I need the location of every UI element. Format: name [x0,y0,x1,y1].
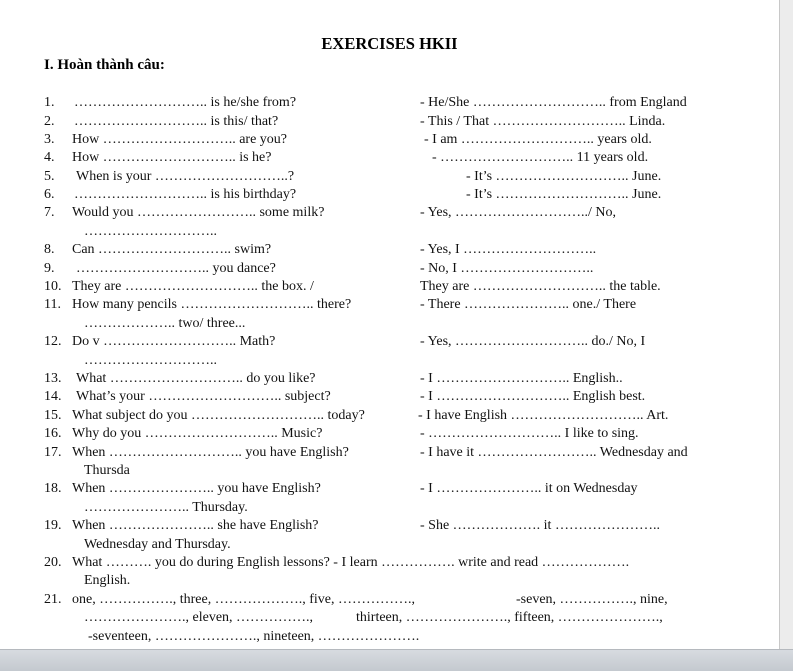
exercise-line: - ……………………….. I like to sing. [420,426,639,441]
exercise-line: 19. [44,518,62,533]
exercise-line: one, ……………., three, ………………., five, ……………., [72,592,415,607]
exercise-line: 6. [44,187,55,202]
exercise-line: - Yes, ………………………../ No, [420,205,617,220]
exercise-line: ……………………….. is his birthday? [74,187,297,202]
exercise-line: Why do you ……………………….. Music? [72,426,323,441]
exercise-line: English. [84,573,131,588]
exercise-line: - It’s ……………………….. June. [466,187,662,202]
exercise-line: Do v ……………………….. Math? [72,334,276,349]
exercise-line: 20. [44,555,62,570]
exercise-line: They are ……………………….. the table. [420,279,661,294]
exercise-line: ……………………….. is this/ that? [74,114,279,129]
exercise-line: - I ……………………….. English.. [420,371,623,386]
exercise-line: Thursda [84,463,130,478]
exercise-line: Would you …………………….. some milk? [72,205,325,220]
exercise-line: …………………., eleven, ……………., [84,610,314,625]
exercise-line: - I am ……………………….. years old. [424,132,652,147]
exercise-line: When ………………….. she have English? [72,518,319,533]
exercise-line: What ………. you do during English lessons? - I learn ……………. write and read ………………. [72,555,630,570]
exercise-line: 3. [44,132,55,147]
exercise-line: 13. [44,371,62,386]
exercise-line: ……………………….. [84,353,217,368]
exercise-line: What subject do you ……………………….. today? [72,408,365,423]
exercise-line: 12. [44,334,62,349]
document-title: EXERCISES HKII [321,34,458,53]
exercise-line: 8. [44,242,55,257]
exercise-line: When ………………….. you have English? [72,481,321,496]
exercise-line: ………………….. Thursday. [84,500,248,515]
exercise-line: 5. [44,169,55,184]
exercise-line: -seven, ……………., nine, [516,592,668,607]
exercise-line: ……………………….. is he/she from? [74,95,297,110]
exercise-line: - Yes, I ……………………….. [420,242,597,257]
exercise-line: thirteen, …………………., fifteen, …………………., [356,610,663,625]
window-bottom-bar [0,649,793,671]
exercise-line: 2. [44,114,55,129]
exercise-line: 17. [44,445,62,460]
exercise-line: - ……………………….. 11 years old. [432,150,649,165]
exercise-line: ……………………….. [84,224,217,239]
exercise-line: They are ……………………….. the box. / [72,279,314,294]
exercise-line: 9. [44,261,55,276]
exercise-line: What ……………………….. do you like? [76,371,316,386]
exercise-line: 21. [44,592,62,607]
exercise-line: What’s your ……………………….. subject? [76,389,331,404]
exercise-line: 15. [44,408,62,423]
exercise-line: - He/She ……………………….. from England [420,95,687,110]
exercise-line: Can ……………………….. swim? [72,242,272,257]
exercise-line: - This / That ……………………….. Linda. [420,114,666,129]
exercise-line: - I ……………………….. English best. [420,389,646,404]
exercise-line: 16. [44,426,62,441]
section-title: I. Hoàn thành câu: [44,57,165,73]
exercise-line: When ……………………….. you have English? [72,445,349,460]
exercise-line: - Yes, ……………………….. do./ No, I [420,334,646,349]
exercise-line: - There ………………….. one./ There [420,297,637,312]
exercise-line: - I have English ……………………….. Art. [418,408,669,423]
exercise-line: When is your ………………………..? [76,169,295,184]
exercise-line: ……………….. two/ three... [84,316,246,331]
exercise-line: 11. [44,297,61,312]
exercise-line: - I have it …………………….. Wednesday and [420,445,688,460]
exercise-line: 14. [44,389,62,404]
exercise-line: - No, I ……………………….. [420,261,594,276]
exercise-line: - She ………………. it ………………….. [420,518,660,533]
exercise-line: - It’s ……………………….. June. [466,169,662,184]
exercise-line: - I ………………….. it on Wednesday [420,481,638,496]
exercise-line: How ……………………….. are you? [72,132,288,147]
exercise-line: 10. [44,279,62,294]
exercise-line: -seventeen, …………………., nineteen, …………………. [88,629,420,644]
exercise-line: How many pencils ……………………….. there? [72,297,352,312]
exercise-line: How ……………………….. is he? [72,150,272,165]
exercise-line: 1. [44,95,55,110]
exercise-line: Wednesday and Thursday. [84,537,231,552]
exercise-line: 18. [44,481,62,496]
exercise-line: 4. [44,150,55,165]
exercise-line: 7. [44,205,55,220]
exercise-line: ……………………….. you dance? [76,261,276,276]
